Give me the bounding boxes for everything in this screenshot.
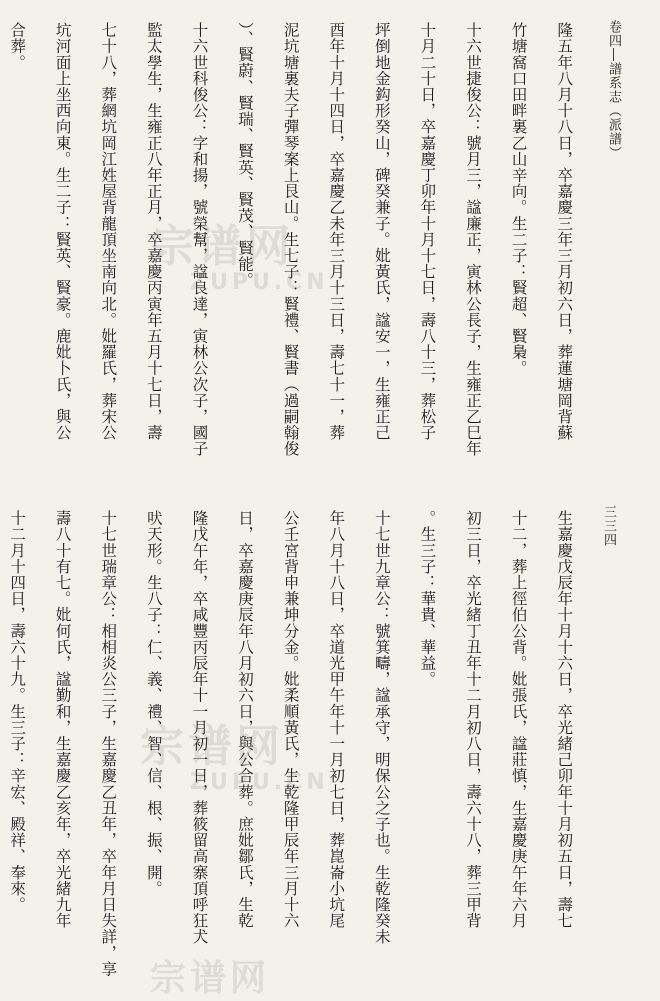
text-column: 十六世科俊公：字和揚，號榮幫，諡良達，寅林公次子，國子 [190, 22, 209, 457]
page-number: 三三四 [601, 505, 616, 547]
text-column: 坪倒地金鈎形癸山，碑癸兼子。妣黃氏，諡安一，生雍正己 [372, 22, 391, 441]
text-column: 十七世瑞章公：相相炎公三子，生嘉慶乙丑年，卒年月日失詳，享 [99, 510, 118, 977]
watermark-url: ZUPU.CN [190, 270, 329, 295]
text-column: 初三日，卒光緒丁丑年十二月初八日，壽六十八，葬三甲背 [464, 510, 483, 929]
text-column: 生嘉慶戊辰年十月十六日，卒光緒己卯年十月初五日，壽七 [555, 510, 574, 929]
text-column: 竹塘窩口田畔裏乙山辛向。生二子：賢超、賢梟。 [509, 22, 528, 377]
text-column: 十月二十日，卒嘉慶丁卯年十月十七日，壽八十三，葬松子 [418, 22, 437, 441]
genealogy-text-upper [8, 22, 598, 500]
text-column: 隆五年八月十八日，卒嘉慶三年三月初六日，葬蓮塘岡背蘇 [555, 22, 574, 441]
text-column: 壽八十有七。妣何氏，諡勤和，生嘉慶乙亥年，卒光緒九年 [53, 510, 72, 929]
genealogy-text-lower [8, 510, 598, 988]
text-column: 日，卒嘉慶庚辰年八月初六日，與公合葬。庶妣鄒氏，生乾 [236, 510, 255, 929]
text-column: 十六世捷俊公：號月三，諡廉正，寅林公長子，生雍正乙巳年 [464, 22, 483, 457]
text-column: 隆戊午年，卒咸豐丙辰年十一月初一日，葬筱留高寨頂呼狂犬 [190, 510, 209, 945]
text-column: 酉年十月十四日，卒嘉慶乙未年三月十三日，壽七十一，葬 [327, 22, 346, 441]
watermark-brand: 宗谱网 [140, 721, 284, 772]
text-column: 合葬。 [8, 22, 27, 71]
text-column: 十二，葬上徑伯公背。妣張氏，諡莊慎，生嘉慶庚午年六月 [509, 510, 528, 929]
text-column: ）、賢蔚、賢瑞、賢英、賢茂、賢能。 [236, 22, 255, 288]
text-column: 坑河面上坐西向東。生二子：賢英、賢豪。鹿妣卜氏，與公 [53, 22, 72, 441]
text-column: 年八月十八日，卒道光甲午年十一月初七日，葬崑崙小坑尾 [327, 510, 346, 929]
watermark-url: ZUPU.CN [190, 770, 329, 795]
watermark-brand: 宗谱网 [150, 958, 271, 999]
text-column: 十二月十四日，壽六十九。生三子：辛宏、殿祥、奉來。 [8, 510, 27, 913]
page-header-title: 卷四―譜系志（派譜） [606, 20, 621, 160]
text-column: 公壬宮背申兼坤分金。妣柔順黃氏，生乾隆甲辰年三月十六 [281, 510, 300, 929]
text-column: 泥坑塘裏夫子彈琴案上艮山。生七子：賢禮、賢書（過嗣翰俊 [281, 22, 300, 457]
text-column: 監太學生，生雍正八年正月，卒嘉慶丙寅年五月十七日，壽 [144, 22, 163, 441]
watermark-brand: 宗谱网 [150, 221, 294, 272]
text-column: 。生三子：華貴、華益。 [418, 510, 437, 688]
text-column: 吠天形。生八子：仁、義、禮、智、信、根、振、開。 [144, 510, 163, 897]
text-column: 七十八，葬網坑岡江姓屋背龍頂坐南向北。妣羅氏，葬宋公 [99, 22, 118, 441]
text-column: 十七世九章公：號箕疇，諡承守，明保公之子也。生乾隆癸未 [372, 510, 391, 945]
